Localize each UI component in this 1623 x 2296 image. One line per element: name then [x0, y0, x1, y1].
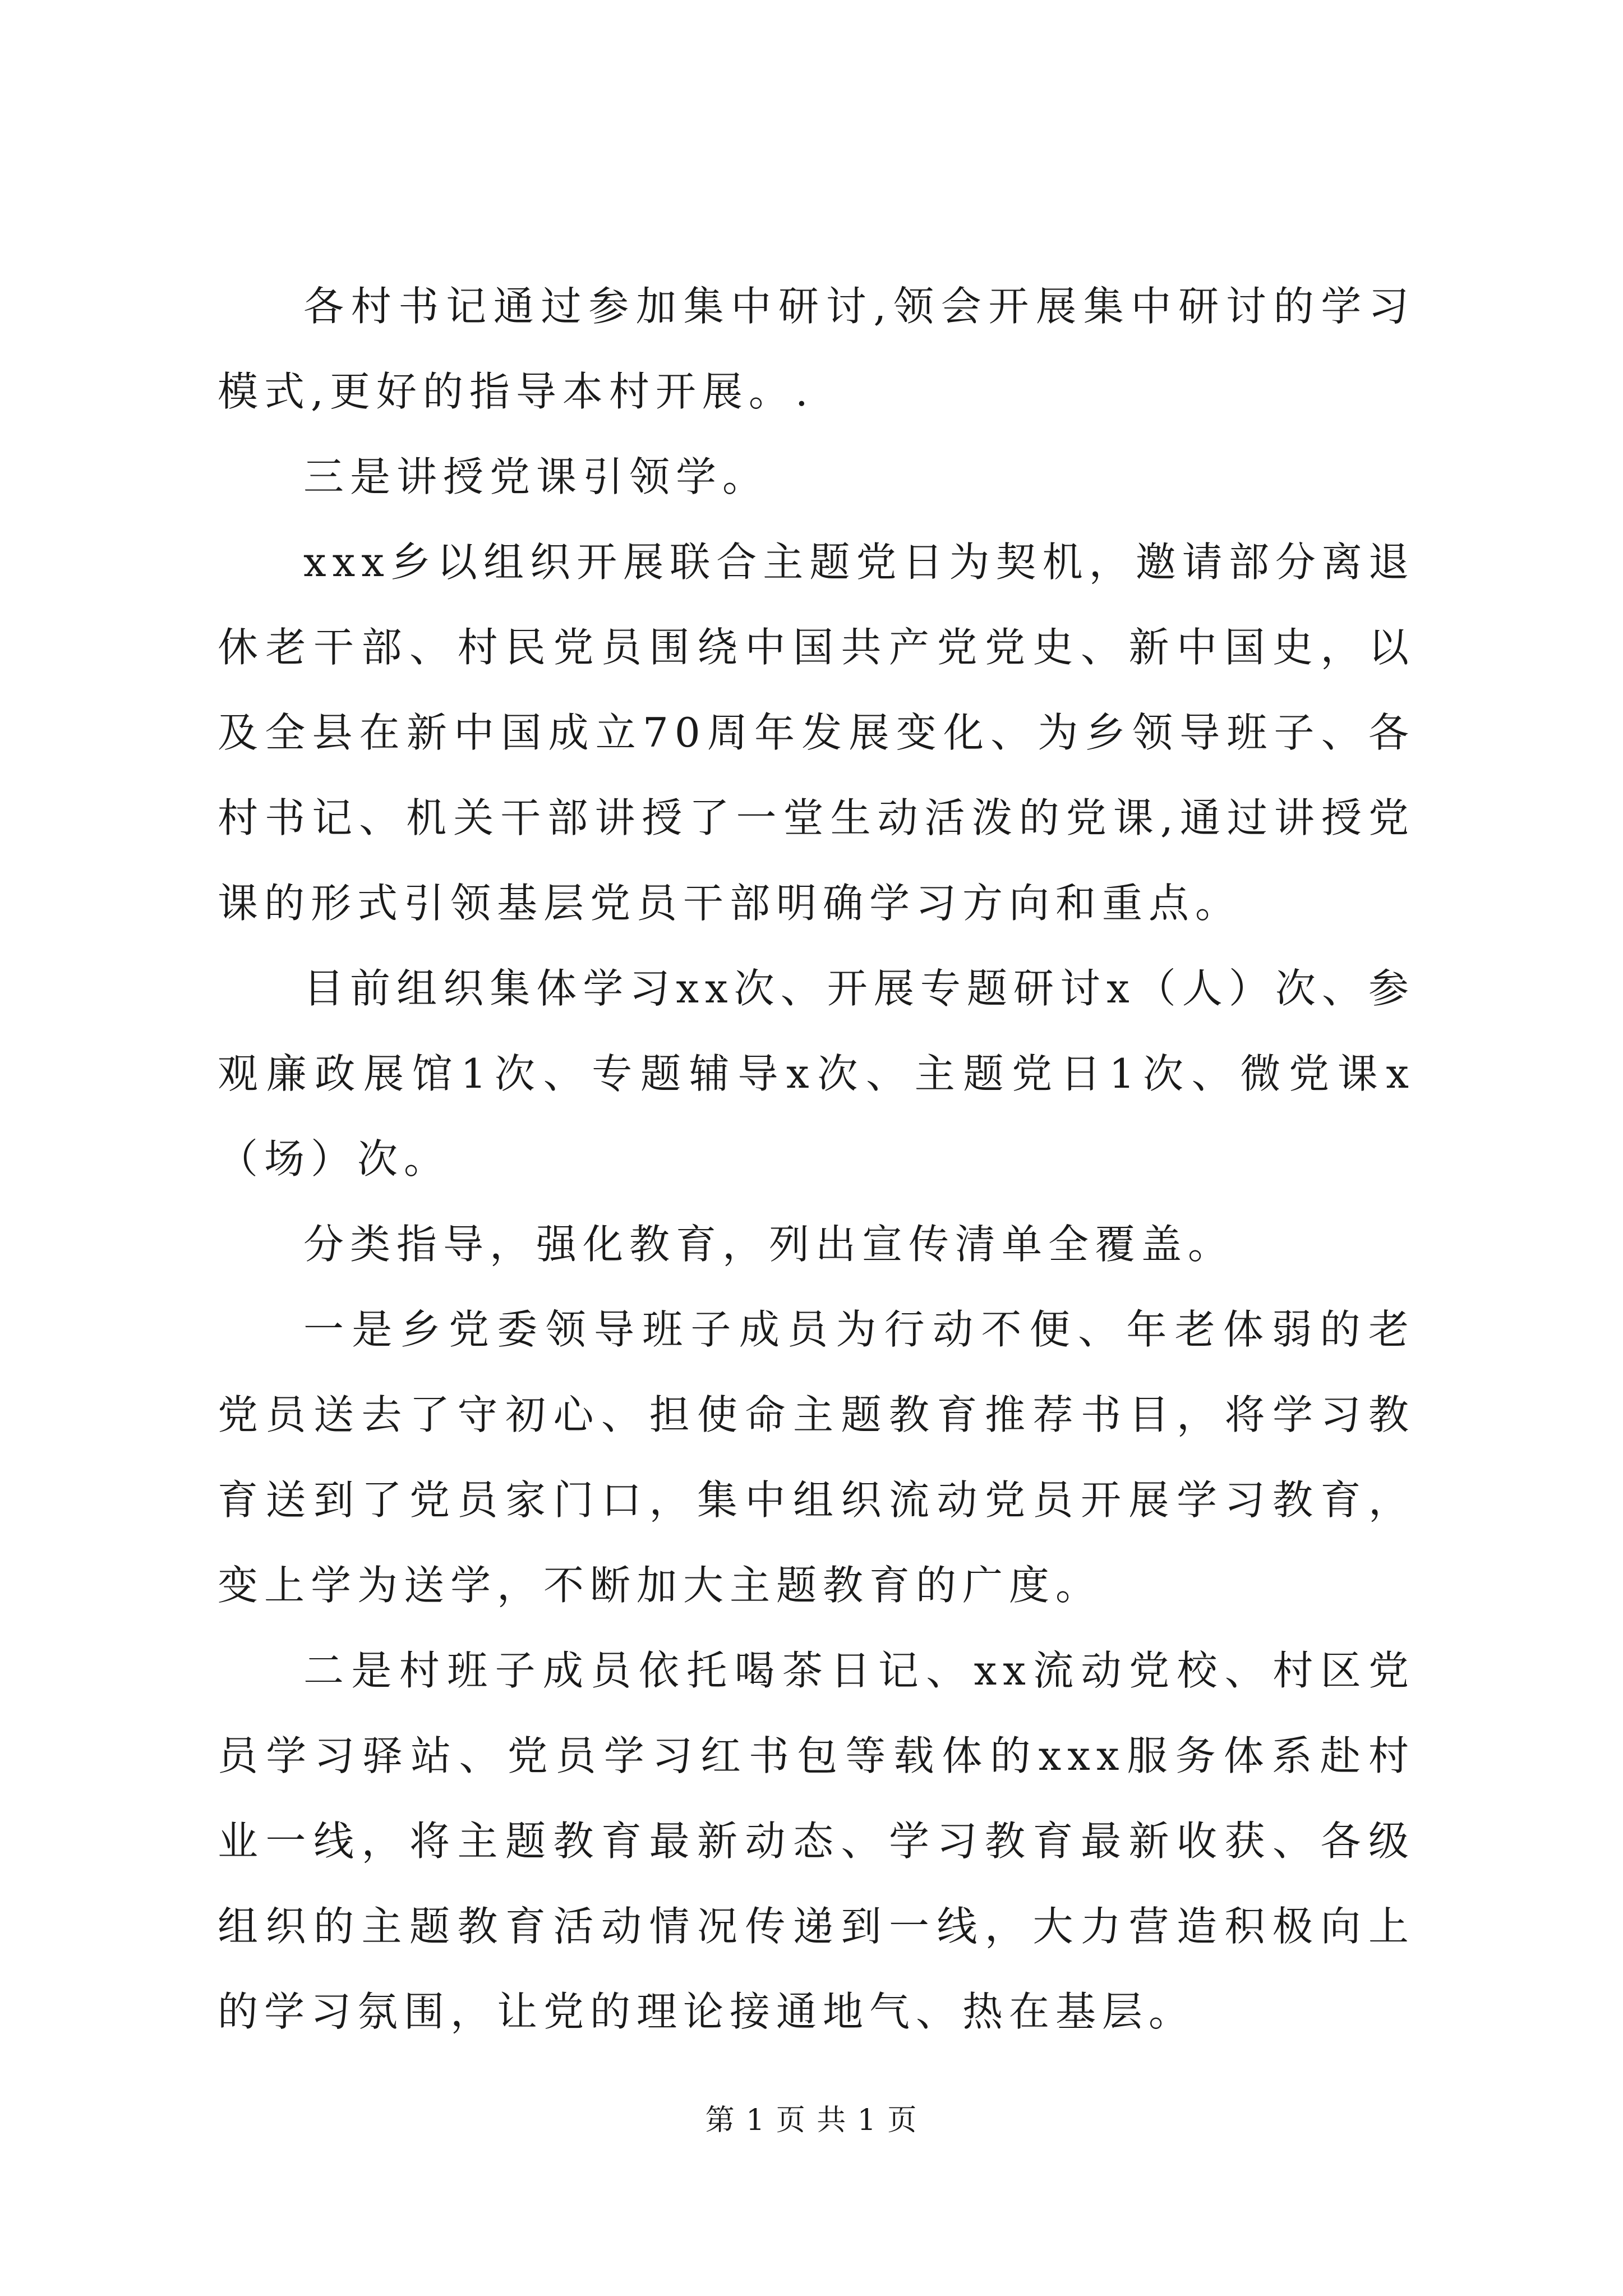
paragraph-6: 一是乡党委领导班子成员为行动不便、年老体弱的老党员送去了守初心、担使命主题教育推荐书目，将学习教育送到了党员家门口，集中组织流动党员开展学习教育，变上学为送学，不断加大主题教育的广度。: [218, 1306, 1415, 1609]
paragraph-7: 二是村班子成员依托喝茶日记、xx流动党校、村区党员学习驿站、党员学习红书包等载体的xxx服务体系赴村业一线，将主题教育最新动态、学习教育最新收获、各级组织的主题教育活动情况传递到一线，大力营造积极向上的学习氛围，让党的理论接通地气、热在基层。: [218, 1647, 1415, 2035]
document-body: [218, 264, 1415, 2054]
page-footer: 第 1 页 共 1 页: [705, 2104, 918, 2137]
paragraph-2: 三是讲授党课引领学。: [303, 453, 769, 500]
paragraph-3: xxx乡以组织开展联合主题党日为契机，邀请部分离退休老干部、村民党员围绕中国共产党党史、新中国史，以及全县在新中国成立70周年发展变化、为乡领导班子、各村书记、机关干部讲授了一堂生动活泼的党课,通过讲授党课的形式引领基层党员干部明确学习方向和重点。: [218, 539, 1415, 927]
paragraph-5: 分类指导，强化教育，列出宣传清单全覆盖。: [303, 1221, 1235, 1268]
paragraph-4: 目前组织集体学习xx次、开展专题研讨x（人）次、参观廉政展馆1次、专题辅导x次、主题党日1次、微党课x（场）次。: [218, 965, 1415, 1182]
paragraph-1: 各村书记通过参加集中研讨,领会开展集中研讨的学习模式,更好的指导本村开展。.: [218, 283, 1415, 415]
